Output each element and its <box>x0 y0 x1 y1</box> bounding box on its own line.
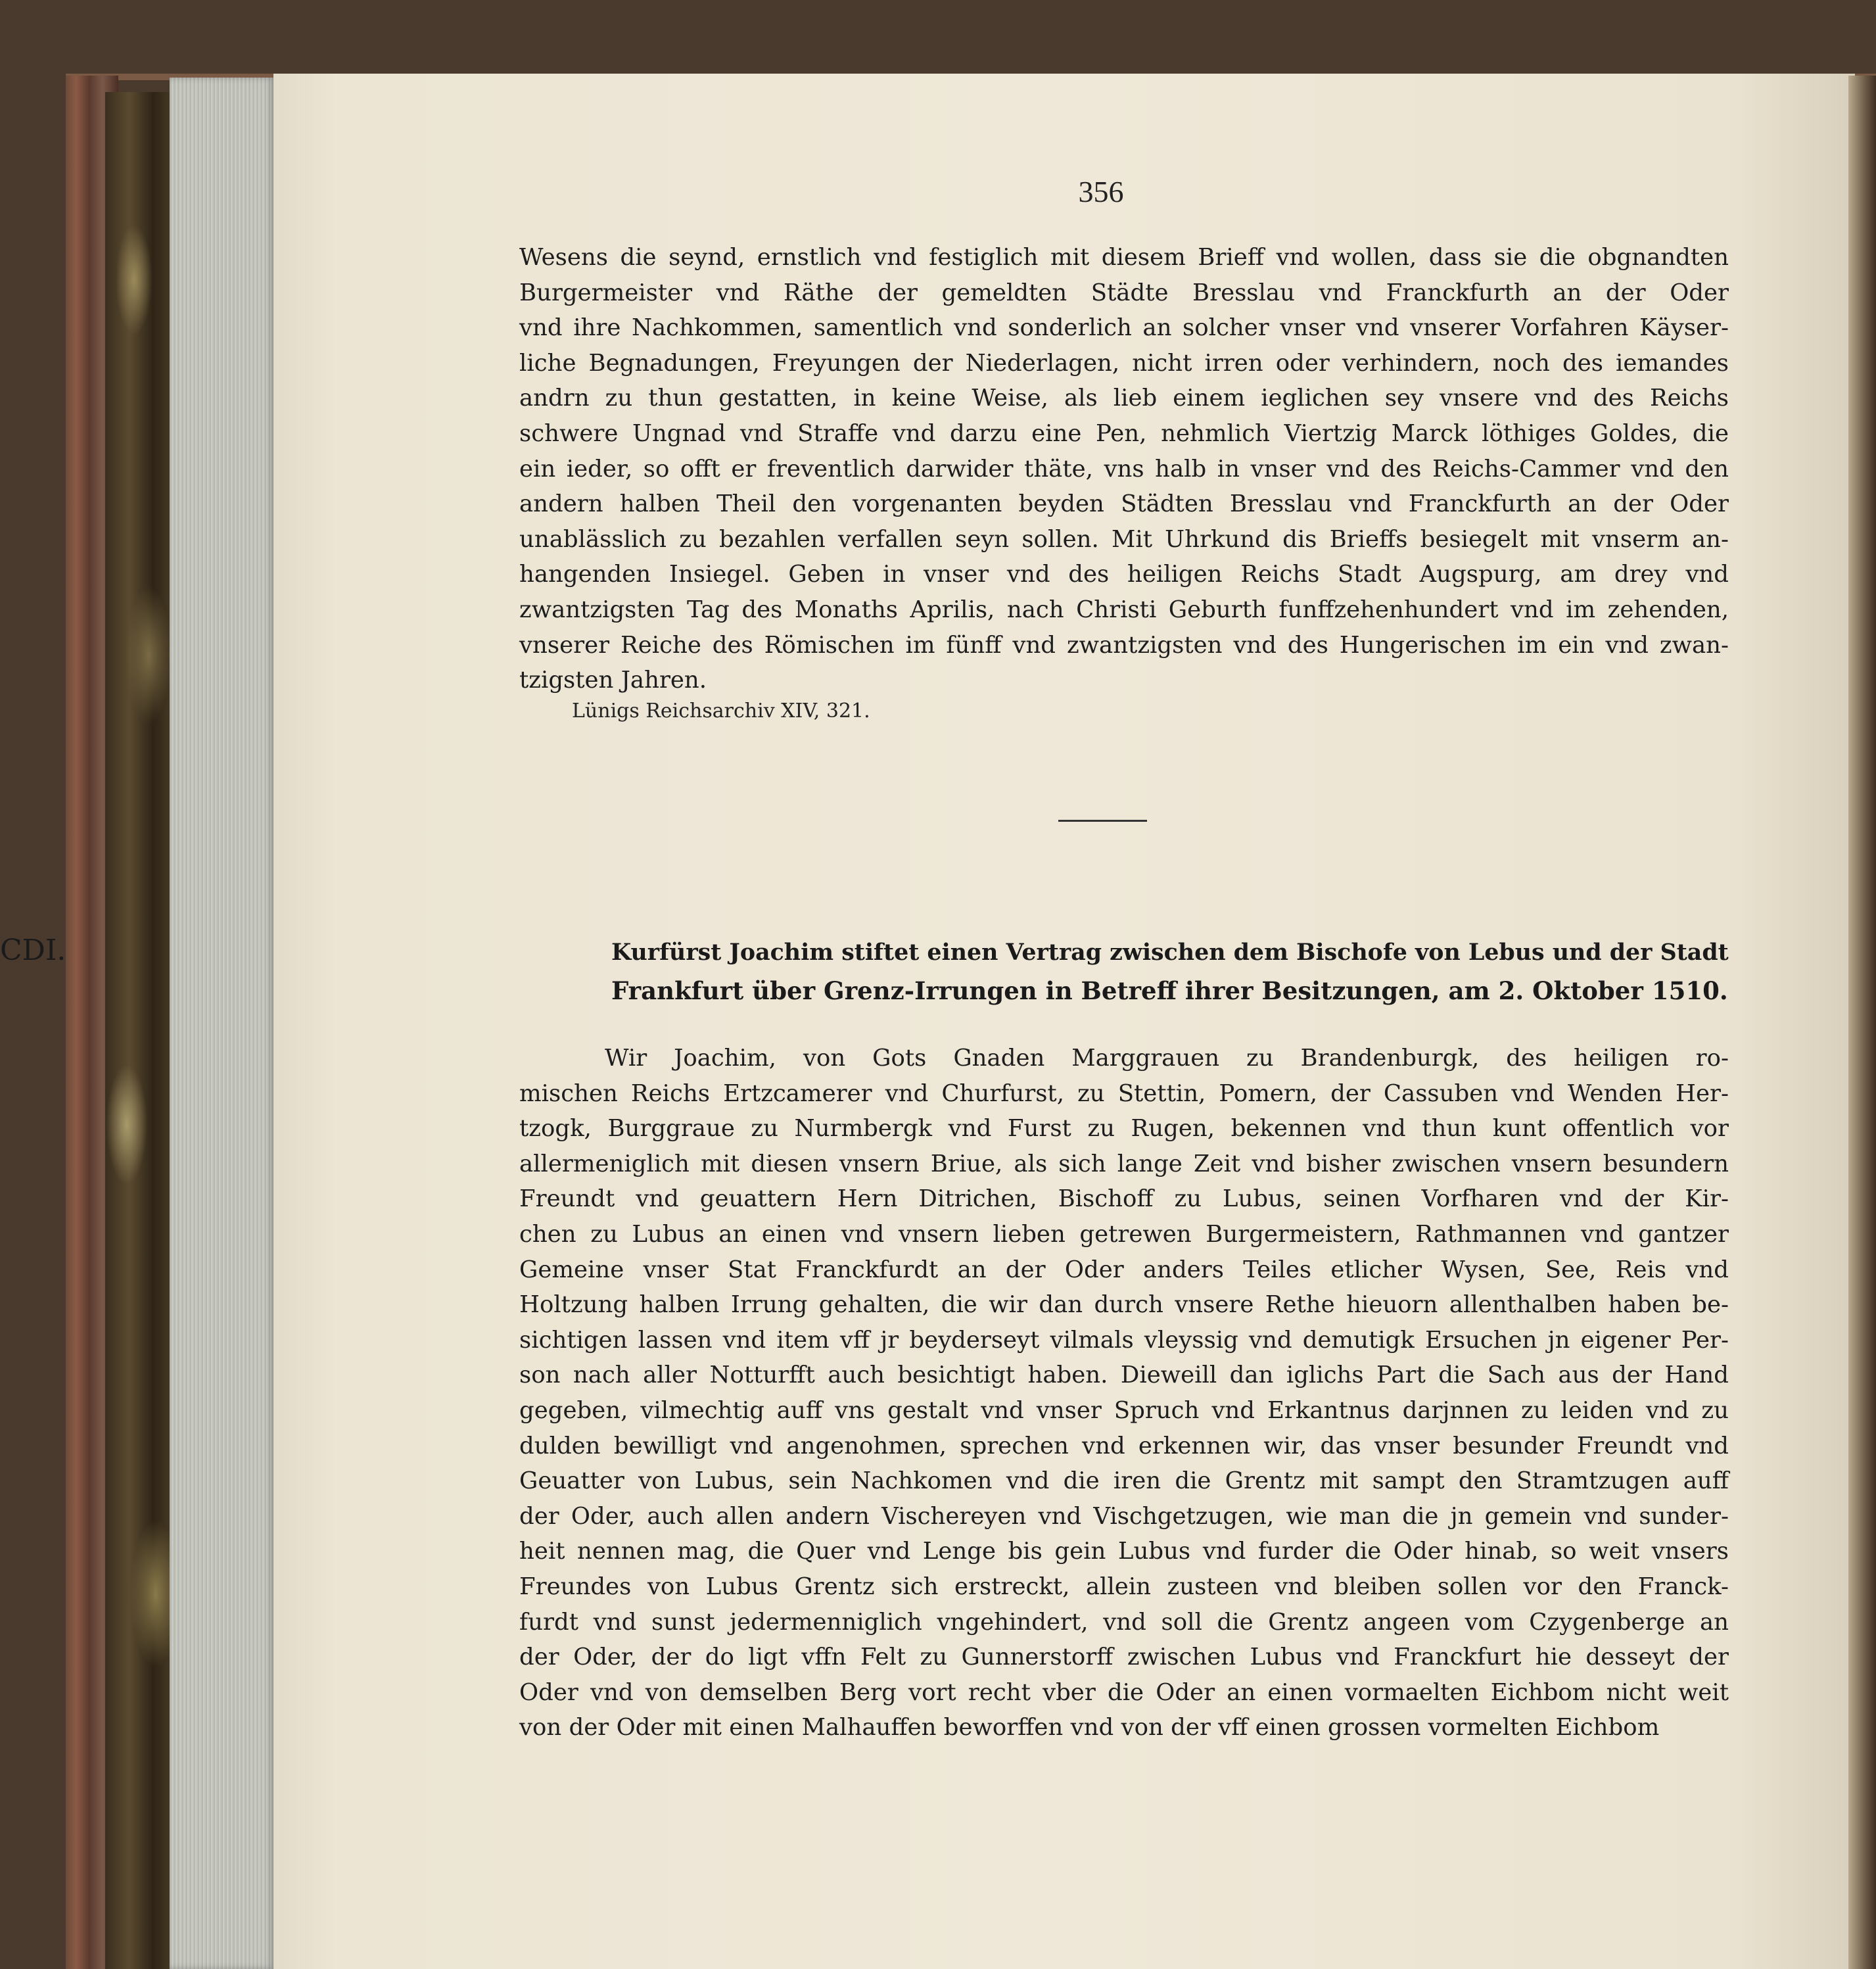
text-line: Gemeine vnser Stat Franckfurdt an der Oder anders Teiles etlicher Wysen, See, Reis vnd <box>519 1256 1729 1283</box>
text-line: Wir Joachim, von Gots Gnaden Marggrauen zu Brandenburgk, des heiligen ro- <box>605 1045 1729 1072</box>
text-line: dulden bewilligt vnd angenohmen, sprechen vnd erkennen wir, das vnser besunder Freundt vnd <box>519 1432 1729 1459</box>
text-line: andern halben Theil den vorgenanten beyden Städten Bresslau vnd Franckfurth an der Oder <box>519 490 1729 518</box>
text-line: ein ieder, so offt er freventlich darwider thäte, vns halb in vnser vnd des Reichs-Cammer vnd den <box>519 455 1729 483</box>
page-block-edge <box>170 78 275 1969</box>
text-line: Freundt vnd geuattern Hern Ditrichen, Bischoff zu Lubus, seinen Vorfharen vnd der Kir- <box>519 1185 1729 1213</box>
text-line: tzogk, Burggraue zu Nurmbergk vnd Furst zu Rugen, bekennen vnd thun kunt offentlich vor <box>519 1115 1729 1143</box>
text-line: Geuatter von Lubus, sein Nachkomen vnd die iren die Grentz mit sampt den Stramtzugen auff <box>519 1467 1729 1495</box>
text-line: der Oder, der do ligt vffn Felt zu Gunnerstorff zwischen Lubus vnd Franckfurt hie desseyt der <box>519 1644 1729 1671</box>
marbled-cover <box>105 92 177 1969</box>
text-line: zwantzigsten Tag des Monaths Aprilis, nach Christi Geburth funffzehenhundert vnd im zehenden, <box>519 596 1729 623</box>
text-line: hangenden Insiegel. Geben in vnser vnd des heiligen Reichs Stadt Augspurg, am drey vnd <box>519 561 1729 588</box>
text-line: sichtigen lassen vnd item vff jr beyderseyt vilmals vleyssig vnd demutigk Ersuchen jn eigener Per- <box>519 1326 1729 1354</box>
facing-page-edge <box>1848 76 1876 1969</box>
text-line: vnd ihre Nachkommen, samentlich vnd sonderlich an solcher vnser vnd vnserer Vorfahren Käyser- <box>519 314 1729 342</box>
text-line: schwere Ungnad vnd Straffe vnd darzu eine Pen, nehmlich Viertzig Marck löthiges Goldes, die <box>519 420 1729 447</box>
text-line: heit nennen mag, die Quer vnd Lenge bis gein Lubus vnd furder die Oder hinab, so weit vnsers <box>519 1538 1729 1565</box>
text-line: Holtzung halben Irrung gehalten, die wir dan durch vnsere Rethe hieuorn allenthalben haben be- <box>519 1291 1729 1319</box>
page-number: 356 <box>1078 175 1124 208</box>
text-line: unablässlich zu bezahlen verfallen seyn sollen. Mit Uhrkund dis Brieffs besiegelt mit vnserm an- <box>519 525 1729 553</box>
text-line: Freundes von Lubus Grentz sich erstreckt, allein zusteen vnd bleiben sollen vor den Franck- <box>519 1573 1729 1600</box>
text-line: furdt vnd sunst jedermenniglich vngehindert, vnd soll die Grentz angeen vom Czygenberge an <box>519 1608 1729 1636</box>
text-line: Oder vnd von demselben Berg vort recht vber die Oder an einen vormaelten Eichbom nicht weit <box>519 1678 1729 1706</box>
document-number: CDI. <box>0 934 66 967</box>
section-divider <box>1058 820 1147 822</box>
text-line: andrn zu thun gestatten, in keine Weise, als lieb einem ieglichen sey vnsere vnd des Reichs <box>519 385 1729 412</box>
text-line: vnserer Reiche des Römischen im fünff vnd zwantzigsten vnd des Hungerischen im ein vnd zwan- <box>519 631 1729 659</box>
heading-line-1: Kurfürst Joachim stiftet einen Vertrag zwischen dem Bischofe von Lebus und der Stadt <box>611 939 1729 966</box>
source-citation: Lünigs Reichsarchiv XIV, 321. <box>572 700 870 723</box>
text-line: gegeben, vilmechtig auff vns gestalt vnd vnser Spruch vnd Erkantnus darjnnen zu leiden vnd zu <box>519 1397 1729 1424</box>
text-line: liche Begnadungen, Freyungen der Niederlagen, nicht irren oder verhindern, noch des iemandes <box>519 349 1729 377</box>
text-line: Burgermeister vnd Räthe der gemeldten Städte Bresslau vnd Franckfurth an der Oder <box>519 279 1729 306</box>
heading-line-2: Frankfurt über Grenz-Irrungen in Betreff ihrer Besitzungen, am 2. Oktober 1510. <box>611 976 1728 1005</box>
text-line: allermeniglich mit diesen vnsern Briue, als sich lange Zeit vnd bisher zwischen vnsern besundern <box>519 1150 1729 1177</box>
text-line: chen zu Lubus an einen vnd vnsern lieben getrewen Burgermeistern, Rathmannen vnd gantzer <box>519 1221 1729 1248</box>
text-line: mischen Reichs Ertzcamerer vnd Churfurst, zu Stettin, Pomern, der Cassuben vnd Wenden Her- <box>519 1079 1729 1107</box>
text-line: tzigsten Jahren. <box>519 667 707 694</box>
text-line: son nach aller Notturfft auch besichtigt haben. Dieweill dan iglichs Part die Sach aus der Hand <box>519 1362 1729 1389</box>
text-line: der Oder, auch allen andern Vischereyen vnd Vischgetzugen, wie man die jn gemein vnd sunder- <box>519 1502 1729 1530</box>
text-line: von der Oder mit einen Malhauffen beworffen vnd von der vff einen grossen vormelten Eichbom <box>519 1714 1660 1742</box>
text-line: Wesens die seynd, ernstlich vnd festiglich mit diesem Brieff vnd wollen, dass sie die obgnandten <box>519 244 1729 271</box>
